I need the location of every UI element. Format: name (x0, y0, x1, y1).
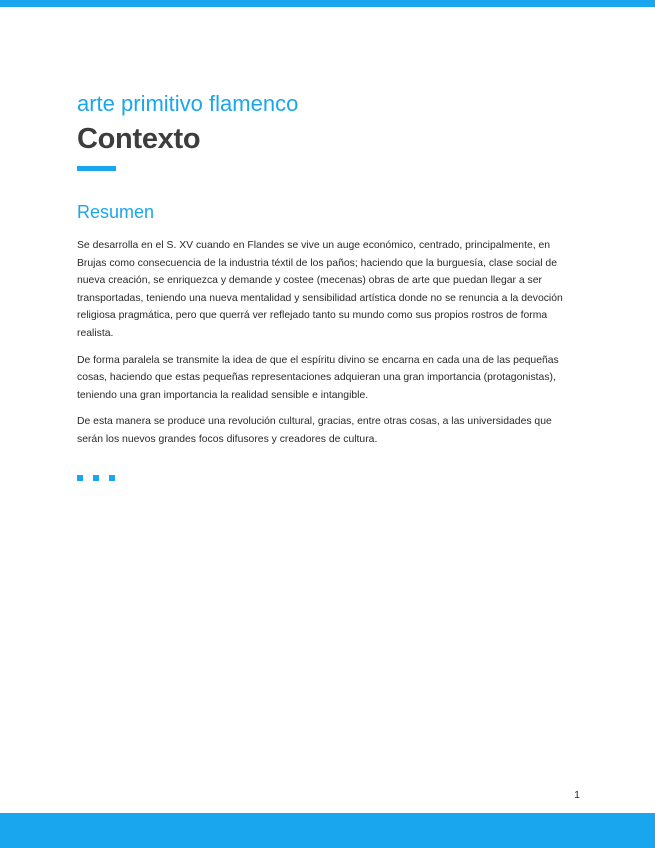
dot-1 (77, 475, 83, 481)
dot-3 (109, 475, 115, 481)
dot-2 (93, 475, 99, 481)
page-number: 1 (574, 789, 580, 801)
bottom-accent-bar (0, 813, 655, 848)
body-paragraph-2: De forma paralela se transmite la idea de que el espíritu divino se encarna en cada una de las pequeñas cosas, haciendo que estas pequeñas representaciones adquieran una gran importancia (protagonistas), teniendo una gran importancia la realidad sensible e intangible. (77, 354, 559, 401)
document-title: Contexto (77, 123, 201, 155)
body-paragraph-1: Se desarrolla en el S. XV cuando en Flandes se vive un auge económico, centrado, principalmente, en Brujas como consecuencia de la industria téxtil de los paños; haciendo que la burguesía, clase social de nueva creación, se enriquezca y demande y costee (mecenas) obras de arte que puedan llegar a ser transportadas, teniendo una nueva mentalidad y sensibilidad artística donde no se renuncia a la devoción religiosa pragmática, pero que querrá ver reflejado tanto su mundo como sus propios rostros de forma realista. (77, 240, 563, 339)
document-subtitle: arte primitivo flamenco (77, 91, 299, 116)
ellipsis-dots-decoration (77, 475, 577, 481)
page-content (77, 90, 577, 481)
section-heading: Resumen (77, 202, 155, 222)
title-underline-rule (77, 166, 116, 171)
top-accent-bar (0, 0, 655, 7)
body-paragraph-3: De esta manera se produce una revolución cultural, gracias, entre otras cosas, a las universidades que serán los nuevos grandes focos difusores y creadores de cultura. (77, 416, 552, 445)
